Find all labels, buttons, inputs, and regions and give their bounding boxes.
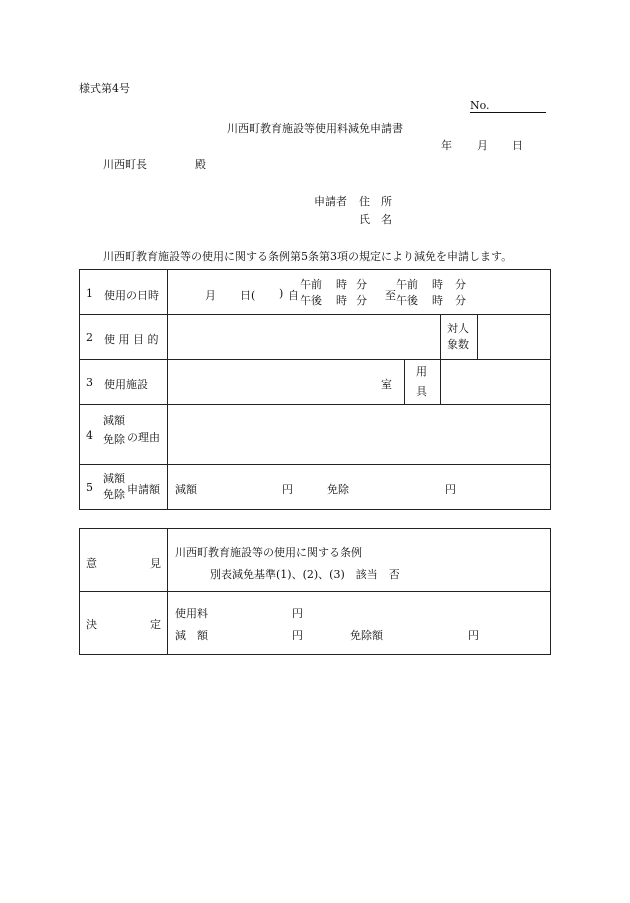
decision-label-right: 定 [150, 618, 161, 631]
row3-label: 使用施設 [104, 378, 148, 391]
target-divider-left [440, 314, 441, 359]
row3-room: 室 [381, 378, 392, 391]
decision-reduction: 減 額 [175, 629, 208, 642]
decision-reduction-yen: 円 [292, 629, 303, 642]
tool-divider-left [404, 359, 405, 404]
opinion-label-right: 見 [150, 557, 161, 570]
row-divider [79, 314, 551, 315]
addressee-name: 川西町長 [103, 158, 147, 171]
applicant-address-label: 住 所 [359, 195, 392, 208]
decision-label-left: 決 [86, 618, 97, 631]
addressee-honorific: 殿 [195, 158, 206, 171]
row2-label: 使 用 目 的 [104, 333, 159, 346]
opinion-line2: 別表減免基準(1)、(2)、(3) 該当 否 [210, 568, 400, 581]
row1-label: 使用の日時 [104, 289, 159, 302]
row-divider [79, 359, 551, 360]
row5-exemption-yen: 円 [445, 483, 456, 496]
row1-end-hour: 時 時 [432, 278, 443, 307]
tool-divider-right [440, 359, 441, 404]
row1-number: 1 [86, 287, 93, 300]
row1-month: 月 [205, 289, 216, 302]
row5-label-suffix: 申請額 [127, 483, 160, 496]
label-column-divider [167, 528, 168, 655]
row-divider [79, 404, 551, 405]
page-title: 川西町教育施設等使用料減免申請書 [227, 122, 403, 135]
decision-fee-yen: 円 [292, 607, 303, 620]
row1-start-minute: 分 分 [356, 278, 367, 307]
row3-tool-label: 用 具 [416, 365, 427, 398]
row1-end-ampm: 午前 午後 [396, 278, 418, 307]
decision-fee: 使用料 [175, 607, 208, 620]
row2-target-label: 対人 象数 [447, 322, 469, 351]
label-column-divider [167, 269, 168, 510]
opinion-line1: 川西町教育施設等の使用に関する条例 [175, 546, 362, 559]
row1-from: 自 [288, 289, 299, 302]
date-month: 月 [477, 139, 488, 152]
row-divider [79, 464, 551, 465]
opinion-label-left: 意 [86, 557, 97, 570]
row5-exemption: 免除 [327, 483, 349, 496]
no-field-line [470, 112, 546, 113]
date-year: 年 [441, 139, 452, 152]
row4-label-suffix: の理由 [127, 431, 160, 444]
row4-number: 4 [86, 429, 93, 442]
row3-number: 3 [86, 376, 93, 389]
decision-exemption-amount: 免除額 [350, 629, 383, 642]
row1-start-hour: 時 時 [336, 278, 347, 307]
row1-to: 至 [385, 289, 396, 302]
row1-end-minute: 分 分 [455, 278, 466, 307]
row5-label-stack: 減額 免除 [103, 472, 125, 501]
row1-start-ampm: 午前 午後 [300, 278, 322, 307]
row4-label-stack: 減額 免除 [103, 414, 125, 446]
row1-paren-close: ) [279, 287, 284, 300]
row2-number: 2 [86, 331, 93, 344]
target-divider-right [477, 314, 478, 359]
applicant-label: 申請者 [314, 195, 347, 208]
row1-day: 日( [240, 289, 256, 302]
applicant-name-label: 氏 名 [359, 213, 392, 226]
row5-reduction-yen: 円 [282, 483, 293, 496]
row5-reduction: 減額 [175, 483, 197, 496]
decision-exemption-yen: 円 [468, 629, 479, 642]
no-label: No. [470, 99, 490, 112]
form-number: 様式第4号 [79, 82, 130, 95]
row-divider [79, 591, 551, 592]
intro-text: 川西町教育施設等の使用に関する条例第5条第3項の規定により減免を申請します。 [103, 250, 513, 263]
row5-number: 5 [86, 481, 93, 494]
date-day: 日 [512, 139, 523, 152]
